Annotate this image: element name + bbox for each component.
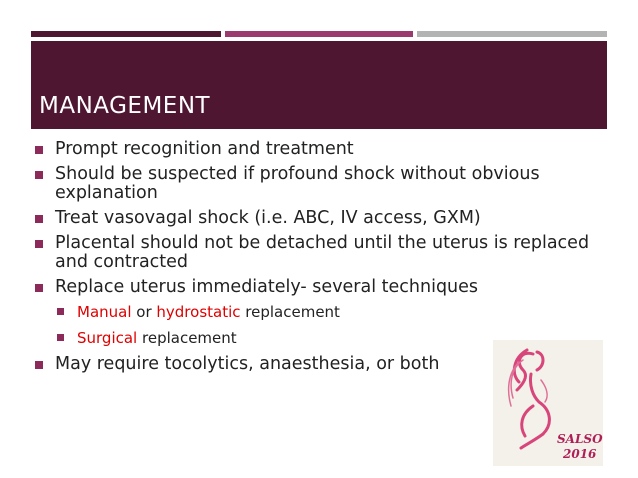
bullet-item	[31, 140, 607, 159]
salso-logo	[493, 340, 603, 466]
logo-text-salso: SALSO	[557, 432, 603, 446]
bullet-item	[31, 234, 607, 272]
top-accent-bar-2	[225, 31, 413, 37]
highlight-surgical: Surgical	[77, 329, 138, 347]
bullet-text: Replace uterus immediately- several techniques	[55, 277, 479, 297]
top-accent-bar-3	[417, 31, 607, 37]
bullet-square-icon	[35, 284, 43, 292]
bullet-square-icon	[35, 146, 43, 154]
bullet-item	[31, 278, 607, 297]
sub-bullet-text: or	[131, 303, 157, 321]
sub-bullet-square-icon	[57, 308, 64, 315]
sub-bullet-item	[31, 303, 607, 321]
bullet-square-icon	[35, 215, 43, 223]
bullet-text: Should be suspected if profound shock without obvious explanation	[55, 164, 540, 203]
bullet-square-icon	[35, 361, 43, 369]
sub-bullet-square-icon	[57, 334, 64, 341]
bullet-square-icon	[35, 171, 43, 179]
title-banner	[31, 41, 607, 129]
highlight-manual: Manual	[77, 303, 132, 321]
bullet-text: Placental should not be detached until the uterus is replaced and contracted	[55, 233, 590, 272]
top-accent-bar-1	[31, 31, 221, 37]
logo-text-year: 2016	[563, 447, 597, 461]
sub-bullet-text: replacement	[137, 329, 237, 347]
sub-bullet-text: replacement	[240, 303, 340, 321]
bullet-item	[31, 165, 607, 203]
slide-title: MANAGEMENT	[39, 93, 211, 119]
highlight-hydrostatic: hydrostatic	[156, 303, 241, 321]
bullet-square-icon	[35, 240, 43, 248]
bullet-text: Treat vasovagal shock (i.e. ABC, IV access, GXM)	[55, 208, 481, 228]
bullet-text: May require tocolytics, anaesthesia, or both	[55, 354, 440, 374]
bullet-text: Prompt recognition and treatment	[55, 139, 354, 159]
bullet-item	[31, 209, 607, 228]
